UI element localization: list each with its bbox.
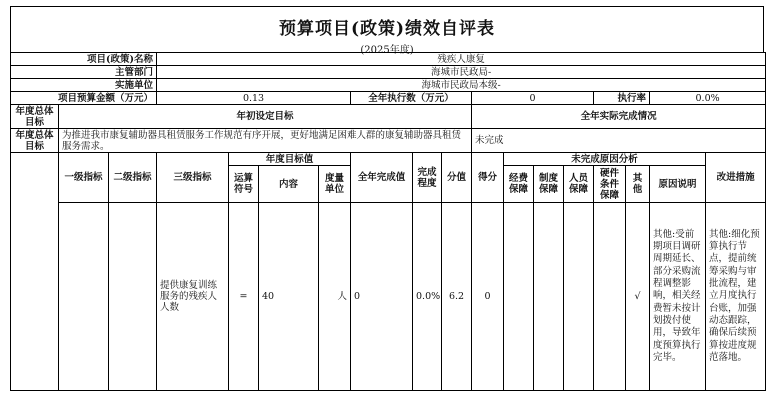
project-name-value: 残疾人康复 xyxy=(157,53,766,66)
score-header: 得分 xyxy=(472,153,504,203)
budget-value: 0.13 xyxy=(157,92,351,105)
other-header: 其他 xyxy=(626,166,650,203)
completion-degree-cell: 0.0% xyxy=(413,203,442,391)
operator-cell: = xyxy=(229,203,259,391)
economic-guarantee-header: 经费保障 xyxy=(504,166,534,203)
reason-cell: 其他:受前期项目调研周期延长、部分采购流程调整影响，相关经费暂未按计划拨付使用，导致年度预算执行完毕。 xyxy=(650,203,706,391)
department-label: 主管部门 xyxy=(11,66,157,79)
department-value: 海城市民政局- xyxy=(157,66,766,79)
implementing-unit-label: 实施单位 xyxy=(11,79,157,92)
score-value-cell: 6.2 xyxy=(442,203,472,391)
annual-target-header: 年度目标值 xyxy=(229,153,351,166)
unfinished-analysis-header: 未完成原因分析 xyxy=(504,153,706,166)
personnel-guarantee-header: 人员保障 xyxy=(564,166,594,203)
actual-completion-header: 全年实际完成情况 xyxy=(472,105,766,129)
executed-label: 全年执行数（万元） xyxy=(351,92,472,105)
unit-cell: 人 xyxy=(319,203,351,391)
title-area xyxy=(10,6,764,56)
project-name-label: 项目(政策)名称 xyxy=(11,53,157,66)
personnel-guarantee-cell xyxy=(564,203,594,391)
unit-header: 度量单位 xyxy=(319,166,351,203)
completion-degree-header: 完成程度 xyxy=(413,153,442,203)
score-value-header: 分值 xyxy=(442,153,472,203)
level3-cell: 提供康复训练服务的残疾人人数 xyxy=(157,203,229,391)
evaluation-table xyxy=(10,52,766,391)
implementing-unit-value: 海城市民政局本级- xyxy=(157,79,766,92)
initial-goal-text: 为推进我市康复辅助器具租赁服务工作规范有序开展，更好地满足困难人群的康复辅助器具租赁服务需求。 xyxy=(59,129,472,153)
level3-header: 三级指标 xyxy=(157,153,229,203)
content-header: 内容 xyxy=(259,166,319,203)
economic-guarantee-cell xyxy=(504,203,534,391)
content-cell: 40 xyxy=(259,203,319,391)
score-cell: 0 xyxy=(472,203,504,391)
execution-rate-value: 0.0% xyxy=(650,92,766,105)
completion-value-cell: 0 xyxy=(351,203,413,391)
execution-rate-label: 执行率 xyxy=(594,92,650,105)
completion-value-header: 全年完成值 xyxy=(351,153,413,203)
budget-label: 项目预算金额（万元） xyxy=(11,92,157,105)
level1-header: 一级指标 xyxy=(59,153,109,203)
overall-goal-label: 年度总体目标 xyxy=(11,105,59,129)
measures-cell: 其他:细化预算执行节点，提前统筹采购与审批流程，建立月度执行台账，加强动态跟踪，确保后续预算按进度规范落地。 xyxy=(706,203,766,391)
indicator-side-cell xyxy=(11,153,59,391)
level1-cell xyxy=(59,203,109,391)
hardware-guarantee-cell xyxy=(594,203,626,391)
reason-header: 原因说明 xyxy=(650,166,706,203)
executed-value: 0 xyxy=(472,92,594,105)
system-guarantee-cell xyxy=(534,203,564,391)
other-checkmark: √ xyxy=(626,203,650,391)
actual-completion-text: 未完成 xyxy=(472,129,766,153)
overall-goal-label: 年度总体目标 xyxy=(11,129,59,153)
document-title: 预算项目(政策)绩效自评表 xyxy=(278,19,496,39)
operator-header: 运算符号 xyxy=(229,166,259,203)
level2-cell xyxy=(109,203,157,391)
system-guarantee-header: 制度保障 xyxy=(534,166,564,203)
hardware-guarantee-header: 硬件条件保障 xyxy=(594,166,626,203)
document-year: (2025年度) xyxy=(360,45,414,56)
level2-header: 二级指标 xyxy=(109,153,157,203)
measures-header: 改进措施 xyxy=(706,153,766,203)
initial-goal-header: 年初设定目标 xyxy=(59,105,472,129)
